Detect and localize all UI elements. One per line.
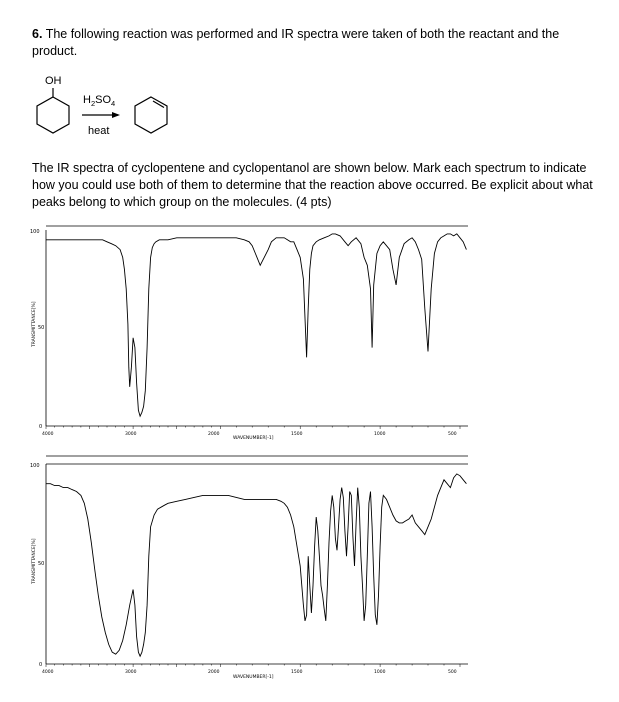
- x-axis-label: WAVENUMBER[-1]: [233, 436, 274, 440]
- x-minor-ticks: [46, 426, 460, 429]
- y-axis-label: TRANSMITTANCE[%]: [32, 301, 37, 347]
- x-axis-label: WAVENUMBER[-1]: [233, 675, 274, 680]
- question-body: The following reaction was performed and IR spectra were taken of both the reactant and the product.: [32, 27, 560, 58]
- y-tick-50: 50: [38, 561, 45, 567]
- x-minor-ticks: [46, 664, 460, 667]
- x-tick-4000: 4000: [42, 432, 54, 437]
- x-tick-1000: 1000: [374, 670, 386, 675]
- question-text: [32, 26, 592, 60]
- x-tick-3000: 3000: [125, 432, 137, 437]
- reaction-arrow: [82, 112, 120, 118]
- reagent-label: $H_2SO_4$: [83, 94, 116, 108]
- question-number: 6.: [32, 27, 43, 41]
- x-tick-2000: 2000: [208, 670, 220, 675]
- y-tick-0: 0: [39, 424, 43, 430]
- x-tick-500: 500: [448, 670, 457, 675]
- x-tick-3000: 3000: [125, 670, 137, 675]
- ir-spectrum-cyclopentene: [28, 222, 473, 445]
- condition-label: heat: [88, 125, 110, 137]
- y-tick-0: 0: [39, 662, 43, 668]
- x-tick-1500: 1500: [291, 670, 303, 675]
- x-tick-4000: 4000: [42, 670, 54, 675]
- y-tick-100: 100: [30, 229, 40, 235]
- x-tick-500: 500: [448, 432, 457, 437]
- instructions-text: The IR spectra of cyclopentene and cyclopentanol are shown below. Mark each spectrum to indicate how you could use both of them to determine that the reaction above occurred. Be explicit about what peaks belong to which group on the molecules. (4 pts): [32, 161, 593, 209]
- spectrum-trace: [46, 474, 466, 656]
- x-tick-1500: 1500: [291, 432, 303, 437]
- x-tick-1000: 1000: [374, 432, 386, 437]
- reaction-scheme: [26, 72, 206, 142]
- x-tick-2000: 2000: [208, 432, 220, 437]
- y-tick-100: 100: [30, 463, 40, 469]
- hydroxyl-label: OH: [45, 75, 62, 87]
- ir-spectrum-cyclopentanol: [28, 452, 473, 687]
- cyclohexanol-structure: [37, 88, 69, 133]
- y-tick-50: 50: [38, 325, 45, 331]
- cyclohexene-structure: [135, 97, 167, 133]
- y-axis-label: TRANSMITTANCE[%]: [32, 538, 37, 584]
- spectrum-trace: [46, 234, 466, 416]
